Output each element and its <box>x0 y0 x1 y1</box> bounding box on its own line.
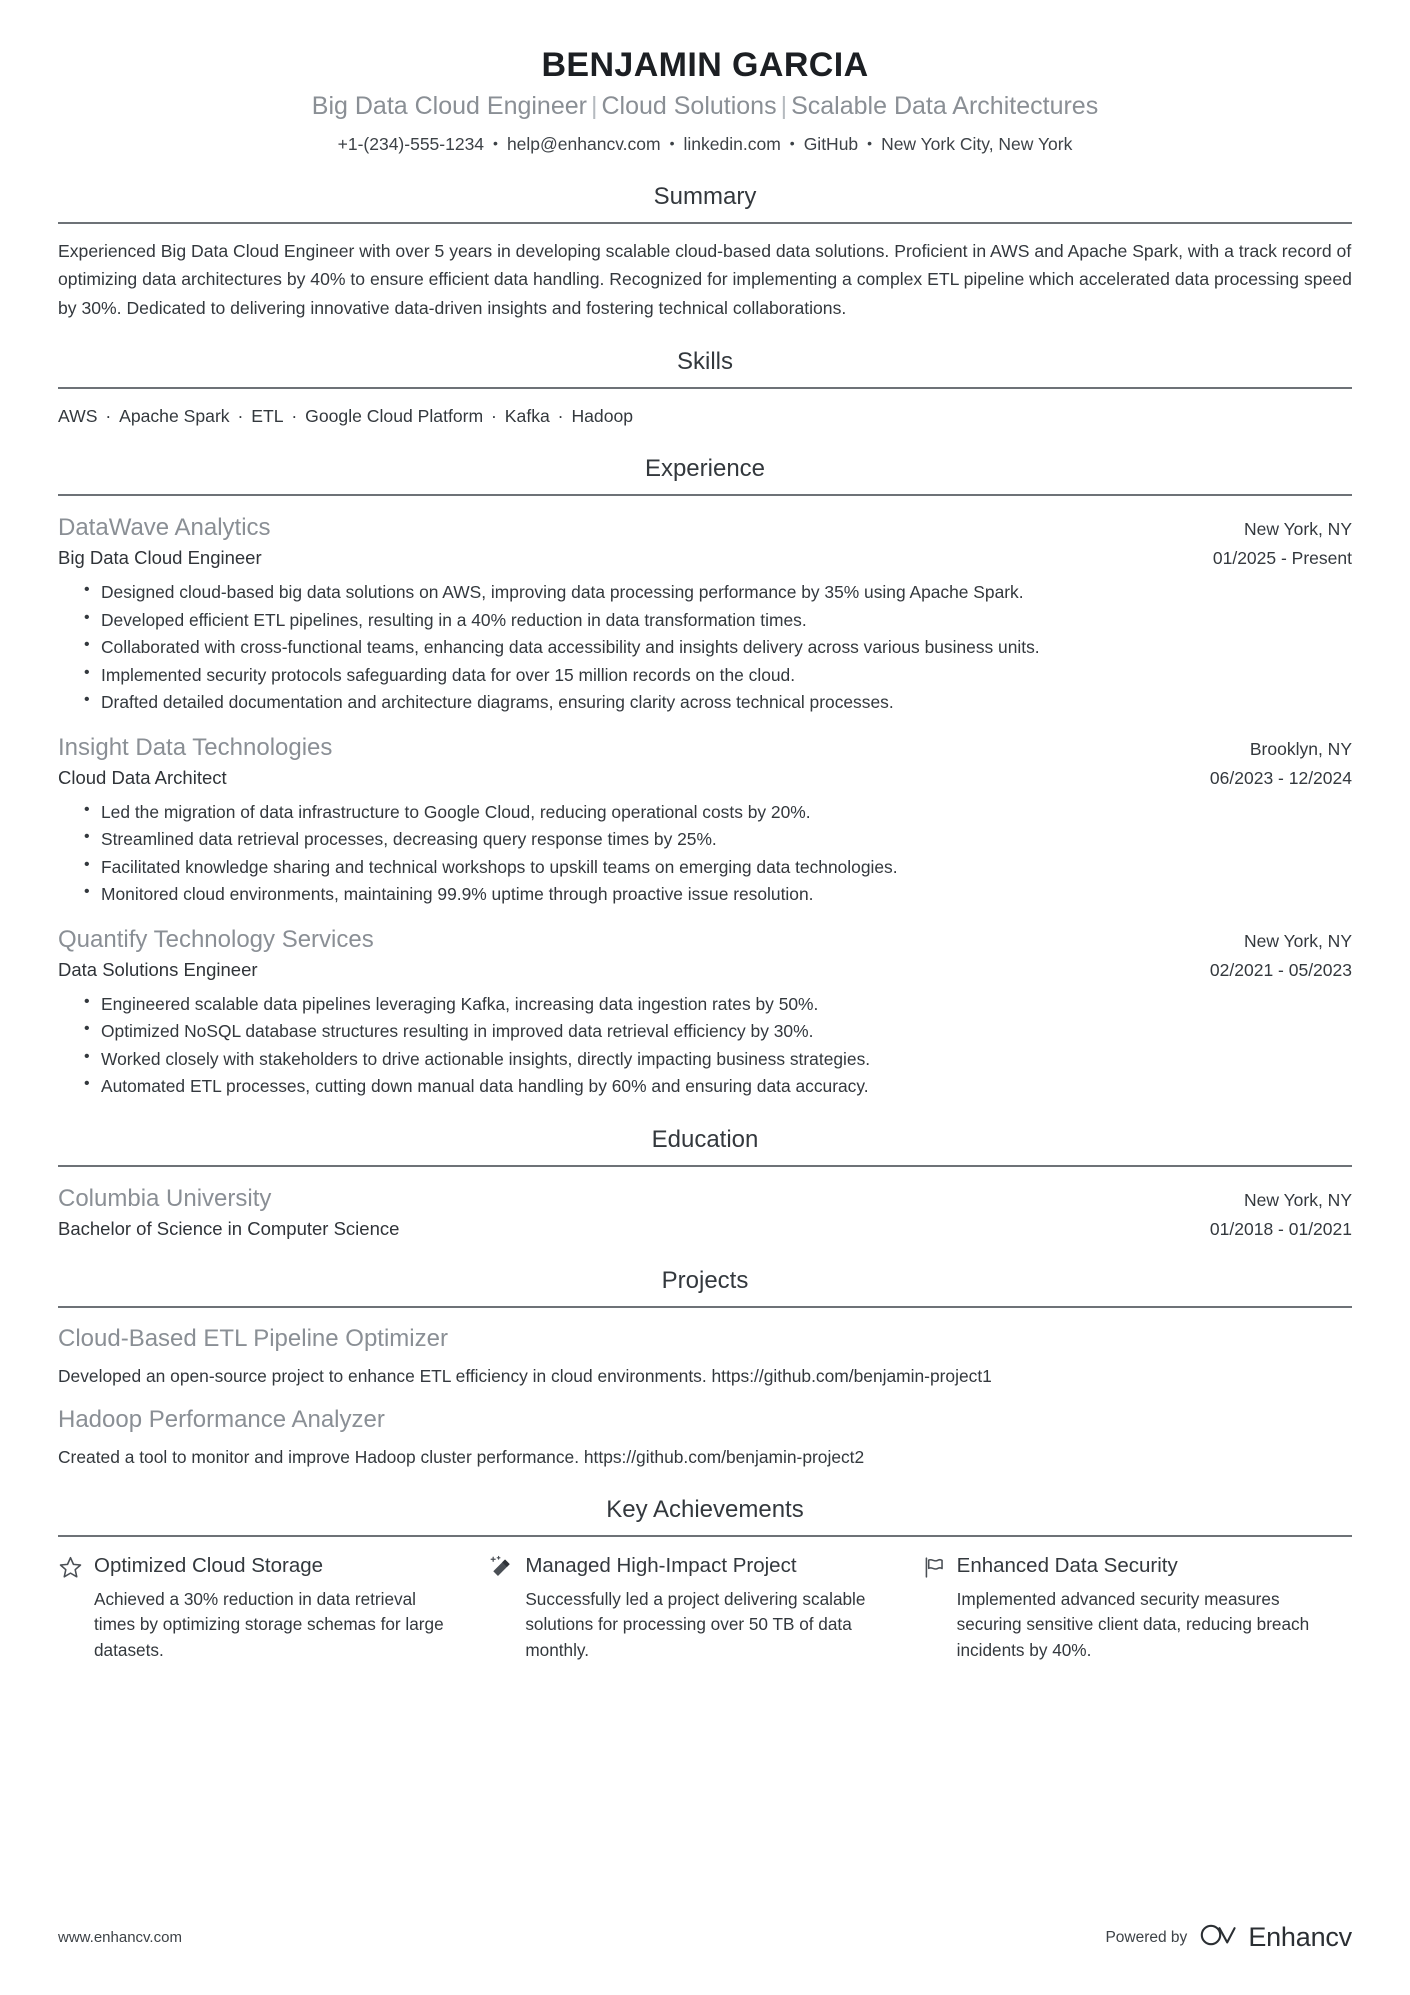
skill-separator: · <box>486 405 502 426</box>
section-divider <box>58 1306 1352 1308</box>
education-degree: Bachelor of Science in Computer Science <box>58 1217 400 1239</box>
experience-role: Big Data Cloud Engineer <box>58 547 262 569</box>
summary-section-title: Summary <box>653 182 757 210</box>
enhancv-wordmark: Enhancv <box>1248 1922 1352 1952</box>
achievement-item <box>921 1553 1352 1664</box>
skills-list <box>58 403 1352 429</box>
contact-item[interactable]: linkedin.com <box>683 134 781 155</box>
headline-separator: | <box>780 92 788 121</box>
page-footer <box>58 1922 1352 1953</box>
experience-entry <box>58 924 1352 1100</box>
experience-location: Brooklyn, NY <box>1249 738 1352 759</box>
section-divider <box>58 222 1352 224</box>
contact-item[interactable]: help@enhancv.com <box>506 134 661 155</box>
project-title: Cloud-Based ETL Pipeline Optimizer <box>58 1324 448 1352</box>
experience-bullet: • Drafted detailed documentation and architecture diagrams, ensuring clarity across technical processes. <box>84 689 1352 715</box>
achievement-header <box>58 1553 455 1579</box>
education-section <box>58 1126 1352 1241</box>
achievement-item <box>489 1553 920 1664</box>
contact-separator-dot: • <box>867 135 873 152</box>
skill-item: Hadoop <box>571 405 634 426</box>
experience-entry-header <box>58 512 1352 543</box>
skill-separator: · <box>232 405 249 426</box>
contact-item[interactable]: GitHub <box>803 134 859 155</box>
experience-bullet-list <box>58 799 1352 908</box>
contact-separator-dot: • <box>669 135 675 152</box>
skills-section <box>58 348 1352 429</box>
education-dates: 01/2018 - 01/2021 <box>1209 1218 1352 1239</box>
contact-separator-dot: • <box>493 135 498 152</box>
experience-bullet-list <box>58 991 1352 1100</box>
experience-bullet: • Engineered scalable data pipelines leveraging Kafka, increasing data ingestion rates by 50%. <box>84 991 1352 1017</box>
experience-bullet: • Collaborated with cross-functional teams, enhancing data accessibility and insights delivery across various business units. <box>84 634 1352 660</box>
experience-bullet-list <box>58 579 1352 715</box>
experience-role: Cloud Data Architect <box>58 766 227 788</box>
education-entry-subheader <box>58 1217 1352 1241</box>
project-entry <box>58 1404 1352 1470</box>
projects-entries <box>58 1323 1352 1471</box>
experience-bullet: • Facilitated knowledge sharing and technical workshops to upskill teams on emerging data technologies. <box>84 854 1352 880</box>
resume-header <box>58 46 1352 157</box>
achievement-title: Optimized Cloud Storage <box>94 1553 324 1577</box>
education-location: New York, NY <box>1244 1189 1352 1210</box>
headline-part: Big Data Cloud Engineer <box>311 92 587 121</box>
experience-company: Insight Data Technologies <box>58 733 333 761</box>
experience-dates: 02/2021 - 05/2023 <box>1209 959 1352 980</box>
skill-item: ETL <box>251 405 284 426</box>
achievement-description: Implemented advanced security measures securing sensitive client data, reducing breach incidents by 40%. <box>956 1588 1310 1661</box>
education-entry <box>58 1183 1352 1241</box>
skill-item: Apache Spark <box>119 405 230 426</box>
project-title: Hadoop Performance Analyzer <box>58 1405 385 1433</box>
experience-bullet: • Worked closely with stakeholders to drive actionable insights, directly impacting business strategies. <box>84 1046 1352 1072</box>
contact-item[interactable]: New York City, New York <box>881 134 1073 155</box>
skill-item: Kafka <box>504 405 550 426</box>
experience-entry <box>58 732 1352 908</box>
enhancv-mark-icon <box>1200 1922 1240 1953</box>
summary-text: Experienced Big Data Cloud Engineer with over 5 years in developing scalable cloud-based data solutions. Proficient in AWS and Apache Spark, with a track record of optimizing data architectures by 40% to ensure efficient data handling. Recognized for implementing a complex ETL pipeline which accelerated data processing speed by 30%. Dedicated to delivering innovative data-driven insights and fostering technical collaborations. <box>58 240 1352 318</box>
section-divider <box>58 1165 1352 1167</box>
experience-section-title: Experience <box>644 455 766 483</box>
experience-entry-header <box>58 732 1352 763</box>
experience-entries <box>58 512 1352 1100</box>
contact-separator-dot: • <box>789 135 795 152</box>
education-entries <box>58 1183 1352 1241</box>
contact-line <box>58 132 1352 157</box>
experience-section <box>58 455 1352 1099</box>
section-divider <box>58 494 1352 496</box>
achievement-header <box>921 1553 1318 1579</box>
education-entry-header <box>58 1183 1352 1214</box>
summary-section <box>58 183 1352 322</box>
powered-by-label: Powered by <box>1105 1928 1188 1946</box>
project-description: Created a tool to monitor and improve Hadoop cluster performance. https://github.com/benjamin-project2 <box>58 1447 865 1468</box>
skills-section-title: Skills <box>676 348 733 376</box>
experience-entry-subheader <box>58 766 1352 790</box>
experience-company: DataWave Analytics <box>58 514 271 542</box>
experience-company: Quantify Technology Services <box>58 925 374 953</box>
achievement-title: Enhanced Data Security <box>956 1553 1178 1577</box>
achievement-description: Achieved a 30% reduction in data retrieval times by optimizing storage schemas for large datasets. <box>94 1588 444 1661</box>
contact-item[interactable]: +1-(234)-555-1234 <box>337 134 485 155</box>
headline-part: Scalable Data Architectures <box>791 92 1099 121</box>
footer-website-link[interactable]: www.enhancv.com <box>58 1929 182 1946</box>
experience-bullet: • Developed efficient ETL pipelines, resulting in a 40% reduction in data transformation times. <box>84 607 1352 633</box>
projects-section-title: Projects <box>661 1266 749 1294</box>
achievements-grid <box>58 1553 1352 1664</box>
star-icon <box>58 1555 83 1580</box>
experience-bullet: • Optimized NoSQL database structures resulting in improved data retrieval efficiency by 30%. <box>84 1018 1352 1044</box>
experience-location: New York, NY <box>1244 930 1352 951</box>
candidate-headline <box>58 91 1352 122</box>
skill-item: Google Cloud Platform <box>305 405 484 426</box>
projects-section <box>58 1267 1352 1470</box>
achievements-section-title: Key Achievements <box>606 1496 804 1524</box>
flag-icon <box>921 1555 946 1580</box>
skill-item: AWS <box>58 405 98 426</box>
candidate-name: BENJAMIN GARCIA <box>541 46 869 84</box>
project-description: Developed an open-source project to enhance ETL efficiency in cloud environments. https://github.com/benjamin-project1 <box>58 1365 992 1386</box>
achievement-description: Successfully led a project delivering scalable solutions for processing over 50 TB of data monthly. <box>525 1588 866 1661</box>
experience-entry-subheader <box>58 958 1352 982</box>
experience-dates: 06/2023 - 12/2024 <box>1209 767 1352 788</box>
headline-separator: | <box>590 92 598 121</box>
project-entry <box>58 1323 1352 1389</box>
experience-entry <box>58 512 1352 716</box>
achievements-section <box>58 1496 1352 1664</box>
experience-dates: 01/2025 - Present <box>1212 548 1352 569</box>
experience-bullet: • Designed cloud-based big data solutions on AWS, improving data processing performance by 35% using Apache Spark. <box>84 579 1352 605</box>
experience-entry-subheader <box>58 546 1352 570</box>
magic-wand-icon <box>489 1555 514 1580</box>
education-section-title: Education <box>651 1125 759 1153</box>
skill-separator: · <box>100 405 117 426</box>
section-divider <box>58 387 1352 389</box>
education-school: Columbia University <box>58 1184 272 1212</box>
enhancv-logo <box>1200 1922 1352 1953</box>
skill-separator: · <box>552 405 569 426</box>
experience-entry-header <box>58 924 1352 955</box>
experience-bullet: • Monitored cloud environments, maintaining 99.9% uptime through proactive issue resolution. <box>84 881 1352 907</box>
experience-bullet: • Streamlined data retrieval processes, decreasing query response times by 25%. <box>84 826 1352 852</box>
achievement-title: Managed High-Impact Project <box>525 1553 797 1577</box>
experience-location: New York, NY <box>1244 519 1352 540</box>
section-divider <box>58 1535 1352 1537</box>
experience-bullet: • Implemented security protocols safeguarding data for over 15 million records on the cloud. <box>84 662 1352 688</box>
experience-bullet: • Automated ETL processes, cutting down manual data handling by 60% and ensuring data accuracy. <box>84 1073 1352 1099</box>
footer-branding <box>1105 1922 1352 1953</box>
achievement-item <box>58 1553 489 1664</box>
experience-role: Data Solutions Engineer <box>58 958 258 980</box>
experience-bullet: • Led the migration of data infrastructure to Google Cloud, reducing operational costs by 20%. <box>84 799 1352 825</box>
skill-separator: · <box>286 405 303 426</box>
headline-part: Cloud Solutions <box>601 92 777 121</box>
achievement-header <box>489 1553 886 1579</box>
